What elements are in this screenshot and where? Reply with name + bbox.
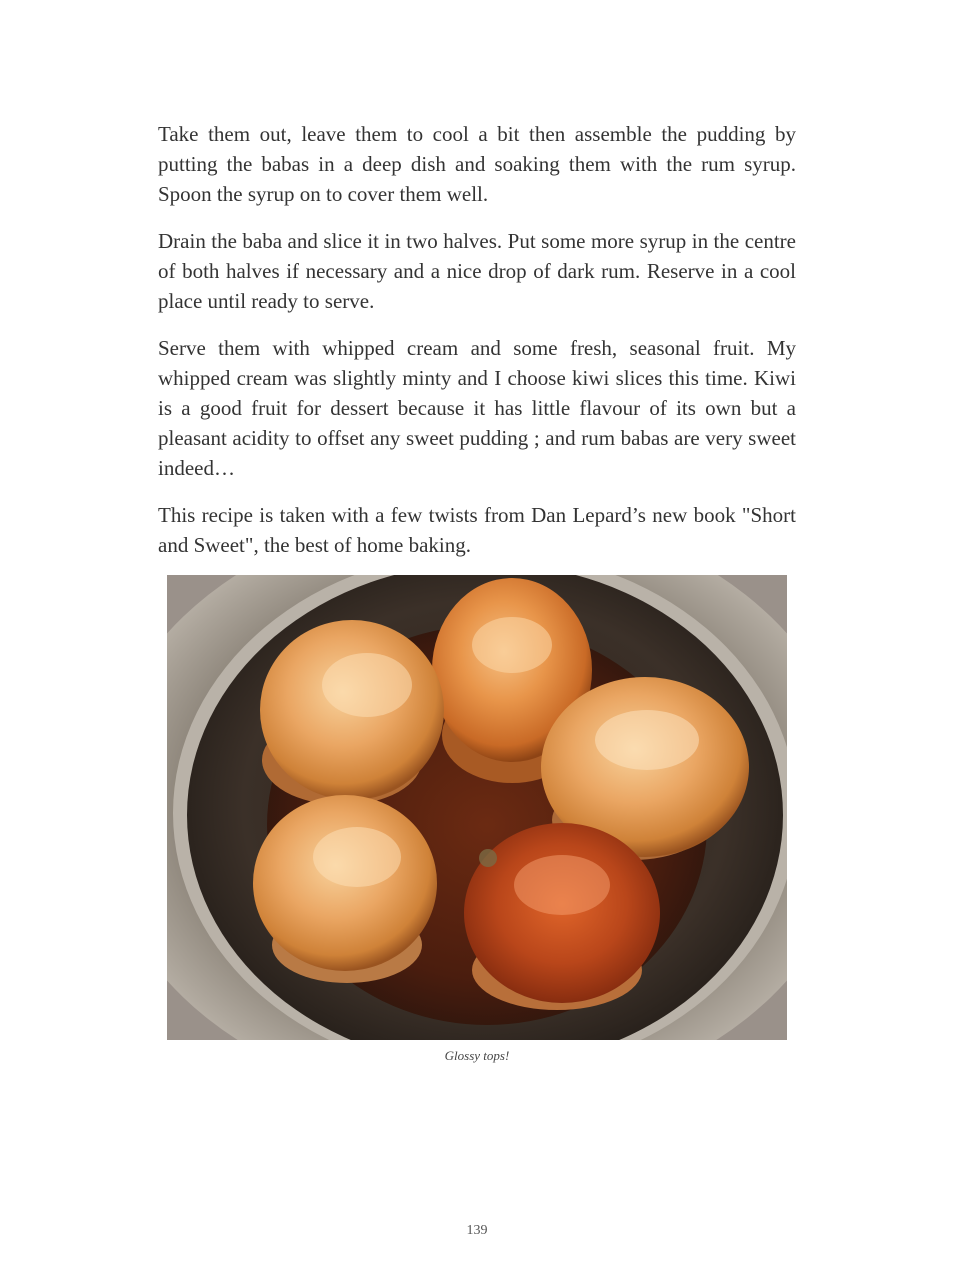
rum-babas-photo [167,575,787,1040]
paragraph-serve: Serve them with whipped cream and some fresh, seasonal fruit. My whipped cream was slightly minty and I choose kiwi slices this time. Kiwi is a good fruit for dessert because it has little flavour of its own but a pleasant acidity to offset any sweet pudding ; and rum babas are very sweet indeed… [158,336,796,480]
page-number: 139 [466,1223,488,1238]
body-text [158,119,796,577]
paragraph-source: This recipe is taken with a few twists from Dan Lepard’s new book "Short and Sweet", the best of home baking. [158,503,796,557]
photo-caption: Glossy tops! [444,1048,510,1063]
paragraph-assemble: Take them out, leave them to cool a bit then assemble the pudding by putting the babas in a deep dish and soaking them with the rum syrup. Spoon the syrup on to cover them well. [158,122,796,206]
paragraph-drain: Drain the baba and slice it in two halves. Put some more syrup in the centre of both halves if necessary and a nice drop of dark rum. Reserve in a cool place until ready to serve. [158,229,796,313]
